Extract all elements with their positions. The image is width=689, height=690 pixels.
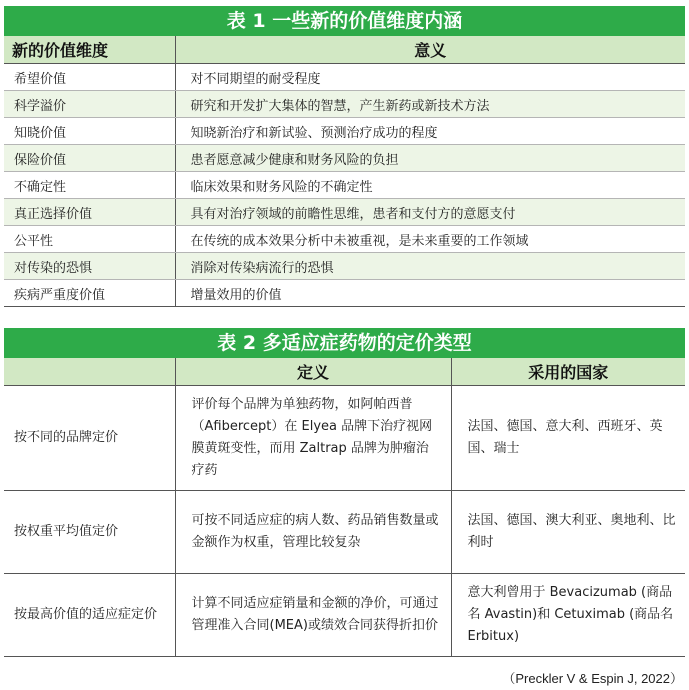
table-cell: 对传染的恐惧 bbox=[4, 253, 175, 280]
table-row bbox=[4, 280, 685, 307]
table-2-title: 表 2 多适应症药物的定价类型 bbox=[4, 328, 685, 358]
table-row bbox=[4, 91, 685, 118]
table-row bbox=[4, 574, 685, 657]
column-header-meaning: 意义 bbox=[175, 36, 685, 64]
table-cell: 公平性 bbox=[4, 226, 175, 253]
table-cell: 保险价值 bbox=[4, 145, 175, 172]
table-cell: 知晓新治疗和新试验、预测治疗成功的程度 bbox=[175, 118, 685, 145]
table-cell: 具有对治疗领域的前瞻性思维，患者和支付方的意愿支付 bbox=[175, 199, 685, 226]
citation: （Preckler V & Espin J, 2022） bbox=[502, 671, 683, 686]
column-header-countries: 采用的国家 bbox=[451, 358, 685, 386]
table-cell: 法国、德国、澳大利亚、奥地利、比利时 bbox=[451, 491, 685, 574]
table-cell: 疾病严重度价值 bbox=[4, 280, 175, 307]
table-row bbox=[4, 386, 685, 491]
table-cell: 不确定性 bbox=[4, 172, 175, 199]
table-cell: 对不同期望的耐受程度 bbox=[175, 64, 685, 91]
table-row bbox=[4, 199, 685, 226]
column-header-definition: 定义 bbox=[175, 358, 451, 386]
table-row bbox=[4, 172, 685, 199]
table-row bbox=[4, 64, 685, 91]
table-cell: 评价每个品牌为单独药物，如阿帕西普（Afibercept）在 Elyea 品牌下治疗视网膜黄斑变性，而用 Zaltrap 品牌为肿瘤治疗药 bbox=[175, 386, 451, 491]
table-row bbox=[4, 145, 685, 172]
table-cell: 消除对传染病流行的恐惧 bbox=[175, 253, 685, 280]
table-cell: 增量效用的价值 bbox=[175, 280, 685, 307]
table-row bbox=[4, 491, 685, 574]
table-cell: 计算不同适应症销量和金额的净价，可通过管理准入合同(MEA)或绩效合同获得折扣价 bbox=[175, 574, 451, 657]
table-cell: 科学溢价 bbox=[4, 91, 175, 118]
table-2-header-row bbox=[4, 358, 685, 386]
table-cell: 按权重平均值定价 bbox=[4, 491, 175, 574]
table-2 bbox=[4, 328, 685, 657]
table-cell: 在传统的成本效果分析中未被重视，是未来重要的工作领域 bbox=[175, 226, 685, 253]
table-2-grid bbox=[4, 358, 685, 657]
table-cell: 临床效果和财务风险的不确定性 bbox=[175, 172, 685, 199]
table-row bbox=[4, 118, 685, 145]
table-1 bbox=[4, 6, 685, 307]
table-cell: 希望价值 bbox=[4, 64, 175, 91]
table-1-grid bbox=[4, 36, 685, 307]
table-cell: 按不同的品牌定价 bbox=[4, 386, 175, 491]
table-cell: 研究和开发扩大集体的智慧，产生新药或新技术方法 bbox=[175, 91, 685, 118]
table-cell: 知晓价值 bbox=[4, 118, 175, 145]
table-1-header-row bbox=[4, 36, 685, 64]
table-cell: 按最高价值的适应症定价 bbox=[4, 574, 175, 657]
table-1-title: 表 1 一些新的价值维度内涵 bbox=[4, 6, 685, 36]
table-row bbox=[4, 253, 685, 280]
table-cell: 患者愿意减少健康和财务风险的负担 bbox=[175, 145, 685, 172]
table-cell: 法国、德国、意大利、西班牙、英国、瑞士 bbox=[451, 386, 685, 491]
column-header-blank bbox=[4, 358, 175, 386]
table-row bbox=[4, 226, 685, 253]
table-cell: 真正选择价值 bbox=[4, 199, 175, 226]
column-header-dimension: 新的价值维度 bbox=[4, 36, 175, 64]
table-cell: 意大利曾用于 Bevacizumab (商品名 Avastin)和 Cetuximab (商品名 Erbitux) bbox=[451, 574, 685, 657]
table-cell: 可按不同适应症的病人数、药品销售数量或金额作为权重，管理比较复杂 bbox=[175, 491, 451, 574]
